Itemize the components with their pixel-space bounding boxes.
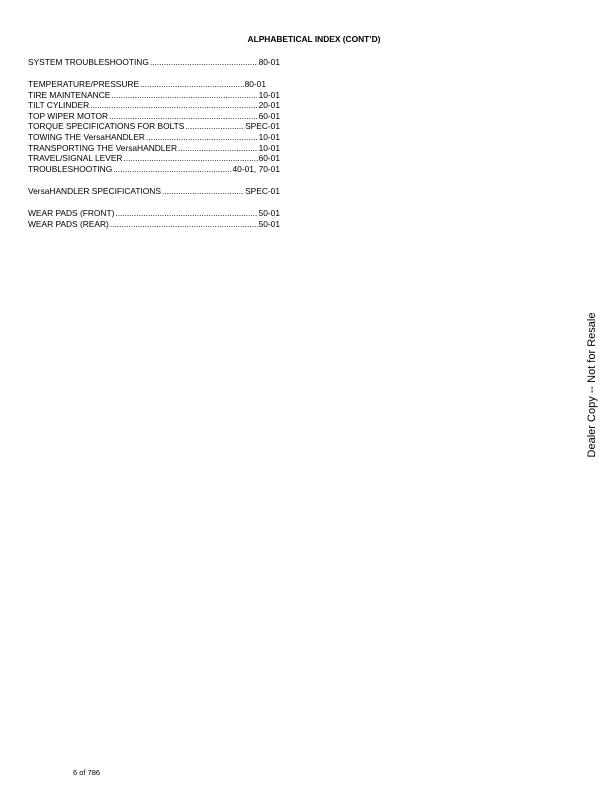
index-entry — [28, 57, 280, 68]
index-entry-term: TEMPERATURE/PRESSURE — [28, 79, 140, 90]
index-entry-page: 50-01 — [258, 218, 280, 229]
dot-leader — [146, 132, 258, 143]
index-group — [28, 208, 280, 229]
index-entry-page: 50-01 — [258, 208, 280, 219]
page-number: 6 of 786 — [73, 768, 101, 777]
index-entry-term: SYSTEM TROUBLESHOOTING — [28, 57, 149, 67]
dot-leader — [111, 90, 257, 101]
index-entry-term: TORQUE SPECIFICATIONS FOR BOLTS — [28, 121, 185, 132]
index-group — [28, 57, 280, 68]
index-entry-term: VersaHANDLER SPECIFICATIONS — [28, 185, 161, 196]
dot-leader — [110, 219, 258, 230]
index-entry — [28, 219, 280, 230]
watermark-text: Dealer Copy -- Not for Resale — [586, 312, 598, 458]
dot-leader — [185, 121, 244, 132]
index-entry-page: 10-01 — [258, 142, 280, 153]
index-group — [28, 79, 280, 174]
dot-leader — [162, 186, 244, 197]
index-entry-page: SPEC-01 — [245, 121, 280, 132]
page-title-text: ALPHABETICAL INDEX (CONT’D) — [247, 34, 381, 44]
index-entry-page: 10-01 — [258, 132, 280, 143]
index-entry-page: 80-01 — [258, 57, 280, 67]
index-entry-term: TOWING THE VersaHANDLER — [28, 132, 145, 143]
index-entry-page: 40-01, 70-01 — [232, 163, 280, 174]
dot-leader — [123, 153, 257, 164]
index-entry-page: SPEC-01 — [245, 185, 280, 196]
index-entry-term: TOP WIPER MOTOR — [28, 110, 109, 121]
dot-leader — [90, 100, 257, 111]
dot-leader — [113, 164, 231, 175]
index-entry-term: TRANSPORTING THE VersaHANDLER — [28, 142, 178, 153]
index-entry-term: TROUBLESHOOTING — [28, 163, 113, 174]
dot-leader — [178, 143, 258, 154]
index-entry — [28, 79, 266, 90]
index-entry-page: 60-01 — [258, 153, 280, 164]
index-entry — [28, 208, 280, 219]
dot-leader — [109, 111, 258, 122]
index-entry — [28, 153, 280, 164]
dot-leader — [140, 79, 244, 90]
index-entry-page: 20-01 — [258, 100, 280, 111]
page-title — [0, 34, 612, 44]
index-entry — [28, 186, 280, 197]
dot-leader — [115, 208, 257, 219]
index-entry — [28, 100, 280, 111]
index-entry-page: 60-01 — [258, 110, 280, 121]
index-entry-term: WEAR PADS (FRONT) — [28, 208, 115, 219]
index-entry — [28, 132, 280, 143]
index-entry-term: TRAVEL/SIGNAL LEVER — [28, 153, 123, 164]
index-entry — [28, 121, 280, 132]
index-entry — [28, 143, 280, 154]
index-entry — [28, 90, 280, 101]
index-entry — [28, 111, 280, 122]
index-group — [28, 186, 280, 197]
index-entry — [28, 164, 280, 175]
index-entry-term: WEAR PADS (REAR) — [28, 218, 109, 229]
index-entry-page: 80-01 — [244, 79, 266, 90]
index-entry-term: TILT CYLINDER — [28, 100, 90, 111]
index-entry-term: TIRE MAINTENANCE — [28, 89, 111, 100]
index-entry-page: 10-01 — [258, 89, 280, 100]
dot-leader — [150, 57, 258, 68]
index-list — [28, 57, 280, 241]
